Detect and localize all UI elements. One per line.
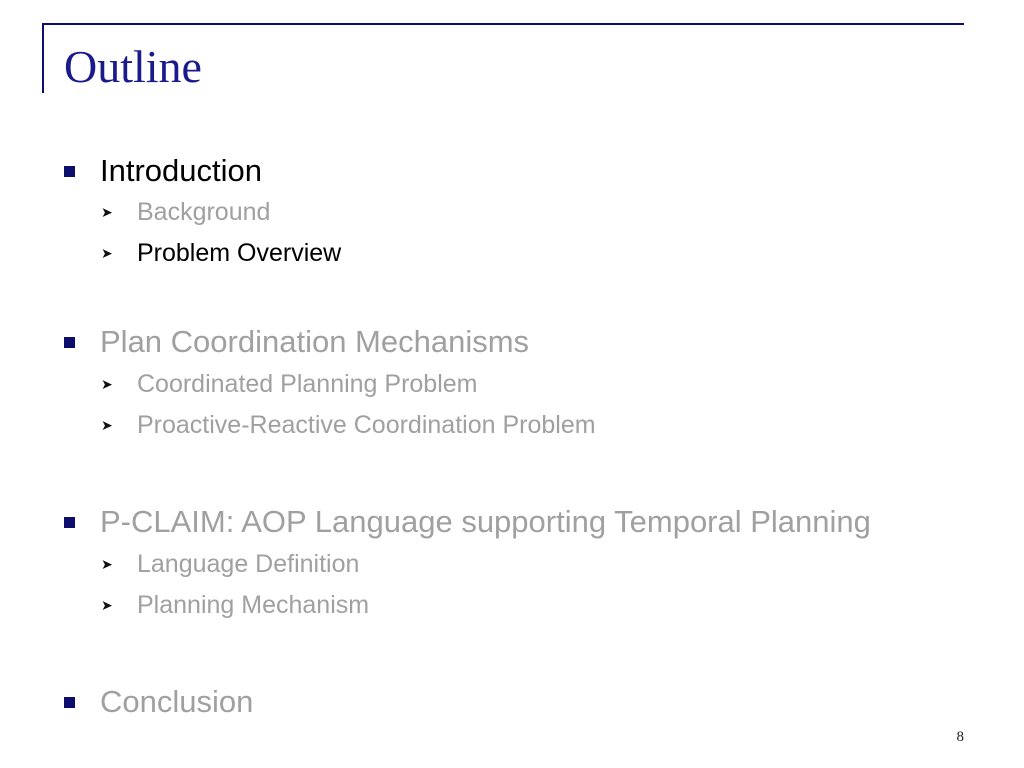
chevron-right-icon: ➤ — [101, 417, 113, 433]
chevron-right-icon: ➤ — [101, 204, 113, 220]
outline-subitem-label: Background — [137, 198, 271, 226]
square-bullet-icon — [64, 697, 75, 708]
outline-section-label: Plan Coordination Mechanisms — [100, 324, 530, 359]
outline-subitem-label: Language Definition — [137, 550, 360, 578]
chevron-right-icon: ➤ — [101, 376, 113, 392]
square-bullet-icon — [64, 337, 75, 348]
chevron-right-icon: ➤ — [101, 597, 113, 613]
outline-section-label: Conclusion — [100, 684, 254, 719]
slide-title: Outline — [64, 41, 202, 92]
outline-subitem-label: Problem Overview — [137, 239, 342, 267]
page-number: 8 — [956, 729, 964, 745]
outline-subitem-label: Proactive-Reactive Coordination Problem — [137, 411, 596, 439]
square-bullet-icon — [64, 517, 75, 528]
title-top-rule — [42, 23, 964, 25]
outline-subitem-label: Coordinated Planning Problem — [137, 370, 478, 398]
outline-subitem-label: Planning Mechanism — [137, 591, 370, 619]
outline-section-label: P-CLAIM: AOP Language supporting Temporal Planning — [100, 504, 871, 539]
outline-section-label: Introduction — [100, 153, 262, 188]
square-bullet-icon — [64, 166, 75, 177]
chevron-right-icon: ➤ — [101, 556, 113, 572]
title-left-rule — [42, 23, 44, 93]
chevron-right-icon: ➤ — [101, 245, 113, 261]
